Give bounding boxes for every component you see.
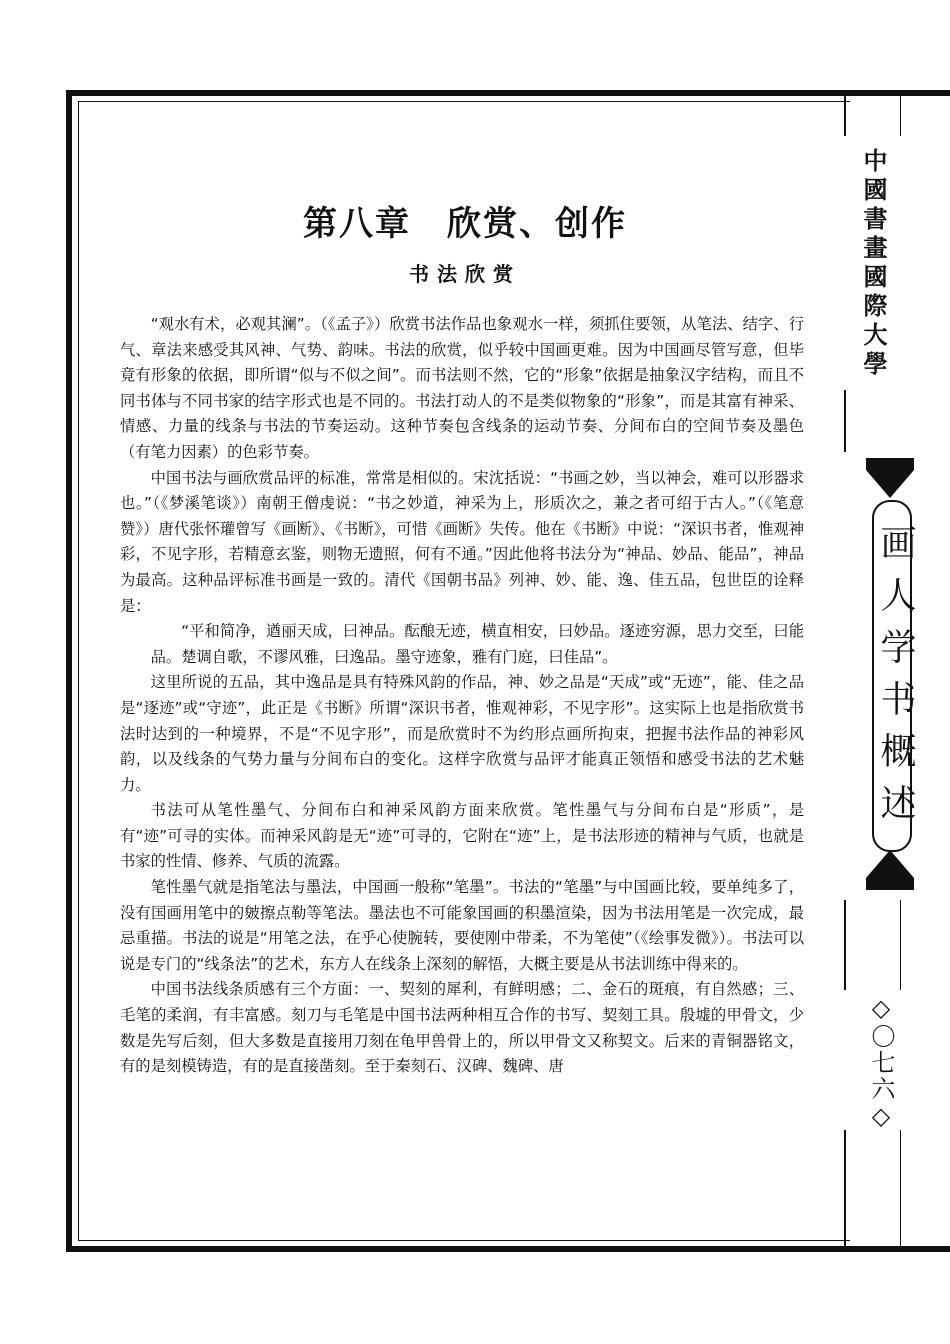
sidebar-divider: [900, 1130, 901, 1246]
paragraph: “观水有术，必观其澜”。（《孟子》）欣赏书法作品也象观水一样，须抓住要领，从笔法、结字、行气、章法来感受其风神、气势、韵味。书法的欣赏，似乎较中国画更难。因为中国画尽管写意，但毕竟有形象的依据，即所谓“似与不似之间”。而书法则不然，它的“形象”依据是抽象汉字结构，而且不同书体与不同书家的结字形式也是不同的。书法打动人的不是类似物象的“形象”，而是其富有神采、情感、力量的线条与书法的节奏运动。这种节奏包含线条的运动节奏、分间布白的空间节奏及墨色（有笔力因素）的色彩节奏。: [120, 315, 804, 461]
cartouche-top-bar: [866, 458, 914, 470]
sidebar-divider: [844, 96, 846, 136]
cartouche-top-ornament: [866, 470, 914, 498]
page-number: ◇〇七六◇: [867, 994, 895, 1132]
sidebar-divider: [844, 900, 846, 990]
cartouche-bottom-ornament: [866, 850, 914, 878]
frame-inner-top-line: [78, 101, 850, 102]
paragraph: 中国书法与画欣赏品评的标准，常常是相似的。宋沈括说：“书画之妙，当以神会，难可以形器求也。”（《梦溪笔谈》）南朝王僧虔说：“书之妙道，神采为上，形质次之，兼之者可绍于古人。”（《笔意赞》）唐代张怀瓘曾写《画断》、《书断》，可惜《画断》失传。他在《书断》中说：“深识书者，惟观神彩，不见字形，若精意玄鉴，则物无遗照，何有不通。”因此他将书法分为“神品、妙品、能品”，神品为最高。这种品评标准书画是一致的。清代《国朝书品》列神、妙、能、逸、佳五品，包世臣的诠释是：: [120, 468, 804, 615]
frame-left-border: [66, 90, 72, 1250]
body-text: [120, 312, 804, 1080]
sidebar-divider: [844, 390, 846, 452]
paragraph: 中国书法线条质感有三个方面：一、契刻的犀利，有鲜明感；二、金石的斑痕，有自然感；三、毛笔的柔润，有丰富感。刻刀与毛笔是中国书法两种相互合作的书写、契刻工具。殷墟的甲骨文，少数是先写后刻，但大多数是直接用刀刻在龟甲兽骨上的，所以甲骨文又称契文。后来的青铜器铭文，有的是刻模铸造，有的是直接凿刻。至于秦刻石、汉碑、魏碑、唐: [120, 980, 804, 1076]
frame-bottom-border: [66, 1246, 950, 1252]
publisher-brand: 中國書畫國際大學: [859, 148, 887, 380]
chapter-title: 第八章 欣赏、创作: [303, 204, 627, 244]
frame-inner-left-line: [78, 101, 79, 1241]
book-title: 画人学书概述: [875, 524, 916, 836]
sidebar-divider: [844, 1130, 846, 1246]
frame-inner-bottom-line: [78, 1240, 850, 1241]
cartouche-bottom-bar: [866, 878, 914, 890]
block-quote: “平和简净，遒丽天成，曰神品。酝酿无迹，横直相安，曰妙品。逐迹穷源，思力交至，曰能品。楚调自歌，不谬风雅，曰逸品。墨守迹象，雅有门庭，曰佳品”。: [150, 622, 804, 666]
paragraph: 这里所说的五品，其中逸品是具有特殊风韵的作品，神、妙之品是“天成”或“无迹”，能、佳之品是“逐迹”或“守迹”，此正是《书断》所谓“深识书者，惟观神彩，不见字形”。这实际上也是指欣赏书法时达到的一种境界，不是“不见字形”，而是欣赏时不为约形点画所拘束，把握书法作品的神彩风韵，以及线条的气势力量与分间布白的变化。这样字欣赏与品评才能真正领悟和感受书法的艺术魅力。: [120, 673, 804, 794]
paragraph: 书法可从笔性墨气、分间布白和神采风韵方面来欣赏。笔性墨气与分间布白是“形质”，是有“迹”可寻的实体。而神采风韵是无“迹”可寻的，它附在“迹”上，是书法形迹的精神与气质，也就是书家的性情、修养、气质的流露。: [120, 801, 804, 871]
frame-top-border: [66, 90, 950, 96]
section-title: 书法欣赏: [409, 262, 521, 286]
paragraph: 笔性墨气就是指笔法与墨法，中国画一般称“笔墨”。书法的“笔墨”与中国画比较，要单纯多了，没有国画用笔中的皴擦点勒等笔法。墨法也不可能象国画的积墨渲染，因为书法用笔是一次完成，最忌重描。书法的说是“用笔之法，在乎心使腕转，要使刚中带柔，不为笔使”（《绘事发微》）。书法可以说是专门的“线条法”的艺术，东方人在线条上深刻的解悟，大概主要是从书法训练中得来的。: [120, 878, 804, 973]
sidebar-divider: [900, 900, 901, 990]
sidebar-divider: [900, 96, 901, 136]
